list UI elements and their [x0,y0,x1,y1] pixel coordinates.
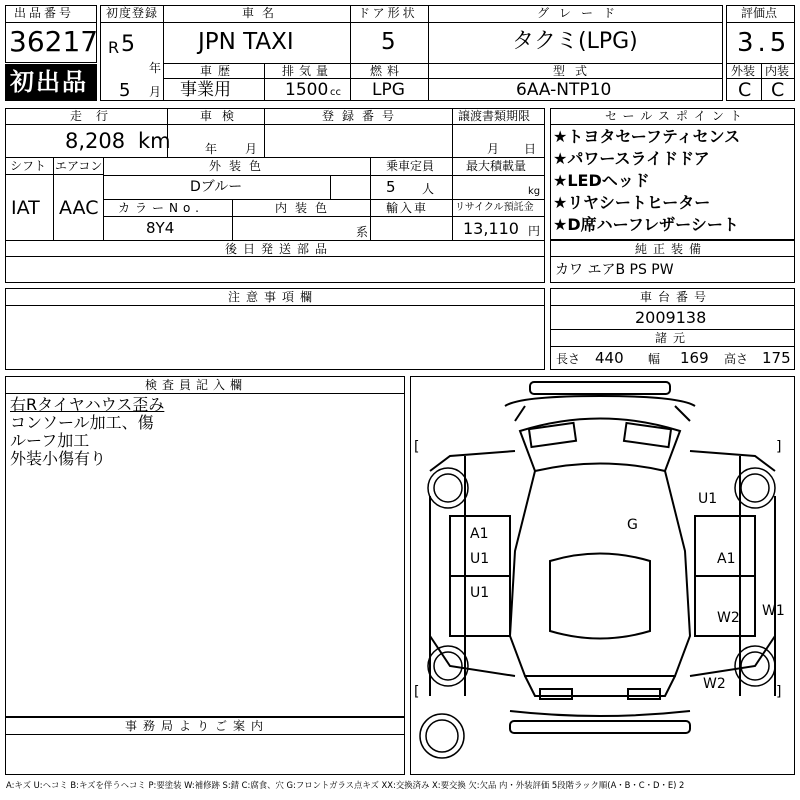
inspector-label: 検査員記入欄 [145,378,248,392]
interior-grade: C [771,79,785,101]
history: 事業用 [180,80,231,100]
era: R [108,38,120,57]
lot-number-label: 出品番号 [14,6,75,20]
bracket-mark: [ [414,439,420,455]
year-unit: 年 [149,61,162,75]
transfer-day-unit: 日 [524,142,537,156]
door-count: 5 [381,29,396,55]
recycle-label: リサイクル預託金 [455,202,534,213]
import-label: 輸入車 [386,201,429,215]
ext-color-label: 外装色 [209,159,270,173]
transfer-month-unit: 月 [487,142,500,156]
shift-label: シフト [10,159,47,173]
sales-point: ★パワースライドドア [553,149,710,168]
score-label: 評価点 [741,6,778,20]
inspector-note: ルーフ加工 [10,431,90,450]
fuel: LPG [372,80,405,100]
inspection-label: 車検 [200,109,245,123]
length-label: 長さ [556,352,581,366]
displacement-unit: cc [330,87,341,98]
first-reg-label: 初度登録 [106,6,159,20]
damage-mark: A1 [717,551,736,567]
score: 3.5 [737,28,791,58]
model: 6AA-NTP10 [516,80,612,100]
ext-color: Dブルー [190,179,243,195]
damage-mark: U1 [470,585,490,601]
transfer-label: 譲渡書類期限 [458,109,531,123]
later-parts-label: 後日発送部品 [225,242,334,256]
history-label: 車歴 [200,64,237,78]
recycle-unit: 円 [528,224,541,238]
sales-points-label: セールスポイント [605,109,748,123]
shift: IAT [11,197,40,219]
grade-label: グレード [537,6,626,20]
sales-point: ★トヨタセーフティセンス [553,127,741,146]
int-color-unit: 系 [356,225,369,239]
mileage-label: 走行 [70,109,123,123]
width: 169 [680,349,709,367]
inspection-year-unit: 年 [205,142,218,156]
first-reg-month: 5 [119,80,131,101]
bracket-mark: [ [414,684,420,700]
genuine-equipment-label: 純正装備 [635,242,708,256]
fuel-label: 燃料 [370,64,405,78]
office-info-label: 事務局よりご案内 [125,719,270,733]
notes-label: 注意事項欄 [228,290,319,304]
bracket-mark: ] [776,684,782,700]
damage-mark: U1 [470,551,490,567]
sales-point: ★D席ハーフレザーシート [553,215,739,234]
genuine-equipment: カワ エアB PS PW [555,262,674,278]
legend: A:キズ U:ヘコミ B:キズを伴うヘコミ P:要塗装 W:補修跡 S:錆 C:腐食、穴 G:フロントガラス点キズ XX:交換済み X:要交換 欠:欠品 内・外装評価 5段階ラック順(A・B・C・D・E) 2 [6,780,685,790]
length: 440 [595,349,624,367]
plate-label: 登録番号 [322,109,403,123]
max-load-label: 最大積載量 [466,159,527,173]
sales-point: ★LEDヘッド [553,171,650,190]
model-label: 型式 [553,64,598,78]
damage-mark: G [627,517,638,533]
ac: AAC [59,197,99,219]
recycle-fee: 13,110 [463,219,519,238]
damage-mark: U1 [698,491,718,507]
door-label: ドア形状 [358,6,418,20]
damage-mark: A1 [470,526,489,542]
grade: タクミ(LPG) [512,29,638,54]
month-unit: 月 [149,85,162,99]
sales-point: ★リヤシートヒーター [553,193,711,212]
capacity: 5 [386,178,396,196]
int-color-label: 内装色 [275,201,336,215]
color-no-label: カラーNo. [118,201,204,215]
inspector-note: 右Rタイヤハウス歪み [10,395,165,414]
mileage: 8,208 [65,129,126,153]
chassis-label: 車台番号 [640,290,713,304]
height: 175 [762,349,791,367]
height-label: 高さ [724,352,749,366]
car-name: JPN TAXI [198,29,294,55]
displacement: 1500 [285,80,329,100]
max-load-unit: kg [528,186,541,197]
mileage-unit: km [138,129,171,153]
ac-label: エアコン [55,159,103,173]
inspector-note: 外装小傷有り [10,449,107,468]
first-listing-text: 初出品 [10,68,88,96]
capacity-unit: 人 [422,182,435,196]
car-name-label: 車名 [242,6,283,20]
car-diagram [410,376,795,775]
inspector-note: コンソール加工、傷 [10,413,154,432]
chassis-number: 2009138 [635,308,707,327]
damage-mark: W1 [762,603,785,619]
capacity-label: 乗車定員 [386,159,435,173]
bracket-mark: ] [776,439,782,455]
lot-number: 36217 [9,25,99,58]
color-no: 8Y4 [146,219,175,237]
exterior-grade: C [738,79,752,101]
damage-mark: W2 [703,676,726,692]
dimensions-label: 諸元 [655,331,692,345]
inspection-month-unit: 月 [245,142,258,156]
displacement-label: 排気量 [282,64,334,78]
interior-label: 内装 [765,64,790,78]
exterior-label: 外装 [731,64,756,78]
width-label: 幅 [648,352,661,366]
damage-mark: W2 [717,610,740,626]
first-reg-year: 5 [121,32,135,57]
